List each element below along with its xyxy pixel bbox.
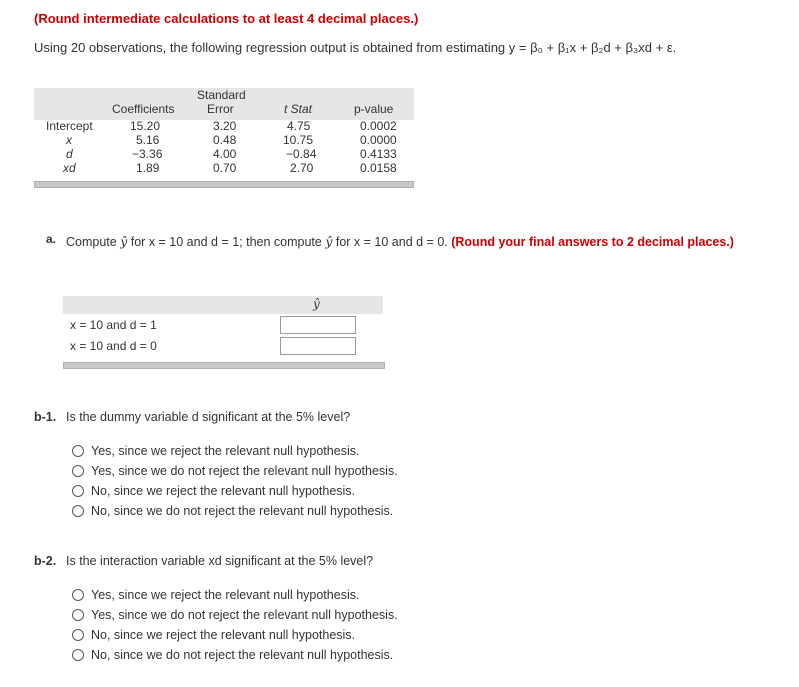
se-x: 0.48 [213, 133, 237, 147]
option-label: Yes, since we do not reject the relevant null hypothesis. [91, 608, 398, 622]
coef-d: −3.36 [132, 147, 163, 161]
option-label: No, since we do not reject the relevant null hypothesis. [91, 504, 394, 518]
b2-option-4[interactable] [72, 647, 393, 663]
answer-table-footer-bar [63, 362, 385, 369]
radio-button[interactable] [72, 589, 84, 601]
answer-row-label-d0: x = 10 and d = 0 [70, 339, 157, 353]
b1-option-3[interactable] [72, 483, 355, 499]
radio-button[interactable] [72, 629, 84, 641]
row-label-intercept: Intercept [46, 119, 93, 133]
option-label: No, since we do not reject the relevant null hypothesis. [91, 648, 394, 662]
col-header-error: Error [207, 102, 234, 116]
t-x: 10.75 [283, 133, 314, 147]
intro-text: Using 20 observations, the following regression output is obtained from estimating y = β₀ + β₁x + β₂d + β₃xd + ε. [34, 40, 677, 55]
option-label: No, since we reject the relevant null hypothesis. [91, 484, 356, 498]
coef-x: 5.16 [136, 133, 160, 147]
option-label: Yes, since we do not reject the relevant null hypothesis. [91, 464, 398, 478]
b1-option-1[interactable] [72, 443, 359, 459]
b1-option-2[interactable] [72, 463, 398, 479]
coef-xd: 1.89 [136, 161, 160, 175]
option-label: Yes, since we reject the relevant null hypothesis. [91, 588, 360, 602]
radio-button[interactable] [72, 505, 84, 517]
p-x: 0.0000 [360, 133, 397, 147]
regression-table-footer-bar [34, 181, 414, 188]
row-label-x: x [66, 133, 72, 147]
option-label: No, since we reject the relevant null hypothesis. [91, 628, 356, 642]
part-a-question [66, 234, 766, 250]
rounding-note: (Round intermediate calculations to at least 4 decimal places.) [34, 11, 419, 26]
coef-intercept: 15.20 [130, 119, 161, 133]
answer-row-label-d1: x = 10 and d = 1 [70, 318, 157, 332]
answer-column-header: ŷ [313, 297, 320, 311]
part-a-text-2: for x = 10 and d = 1; then compute [127, 235, 326, 249]
part-a-text-3: for x = 10 and d = 0. [332, 235, 448, 249]
p-d: 0.4133 [360, 147, 397, 161]
answer-input-d1[interactable] [280, 316, 356, 334]
se-intercept: 3.20 [213, 119, 237, 133]
radio-button[interactable] [72, 649, 84, 661]
t-intercept: 4.75 [287, 119, 311, 133]
part-b2-number: b-2. [34, 554, 57, 568]
option-label: Yes, since we reject the relevant null hypothesis. [91, 444, 360, 458]
se-xd: 0.70 [213, 161, 237, 175]
radio-button[interactable] [72, 609, 84, 621]
p-xd: 0.0158 [360, 161, 397, 175]
t-xd: 2.70 [290, 161, 314, 175]
col-header-standard: Standard [197, 88, 246, 102]
part-a-rounding-note: (Round your final answers to 2 decimal places.) [451, 235, 734, 249]
yhat-symbol: ŷ [325, 234, 333, 249]
part-a-letter: a. [46, 232, 57, 246]
radio-button[interactable] [72, 445, 84, 457]
col-header-coefficients: Coefficients [112, 102, 175, 116]
part-b1-question: Is the dummy variable d significant at the 5% level? [66, 410, 351, 424]
part-b2-question: Is the interaction variable xd significant at the 5% level? [66, 554, 374, 568]
b1-option-4[interactable] [72, 503, 393, 519]
col-header-tstat: t Stat [284, 102, 313, 116]
yhat-symbol: ŷ [120, 234, 128, 249]
t-d: −0.84 [286, 147, 317, 161]
p-intercept: 0.0002 [360, 119, 397, 133]
se-d: 4.00 [213, 147, 237, 161]
col-header-pvalue: p-value [354, 102, 394, 116]
row-label-d: d [66, 147, 73, 161]
b2-option-3[interactable] [72, 627, 355, 643]
answer-input-d0[interactable] [280, 337, 356, 355]
part-b1-number: b-1. [34, 410, 57, 424]
part-a-text-1: Compute [66, 235, 117, 249]
answer-table-header-bg [63, 296, 383, 314]
row-label-xd: xd [63, 161, 76, 175]
b2-option-1[interactable] [72, 587, 359, 603]
radio-button[interactable] [72, 485, 84, 497]
b2-option-2[interactable] [72, 607, 398, 623]
radio-button[interactable] [72, 465, 84, 477]
